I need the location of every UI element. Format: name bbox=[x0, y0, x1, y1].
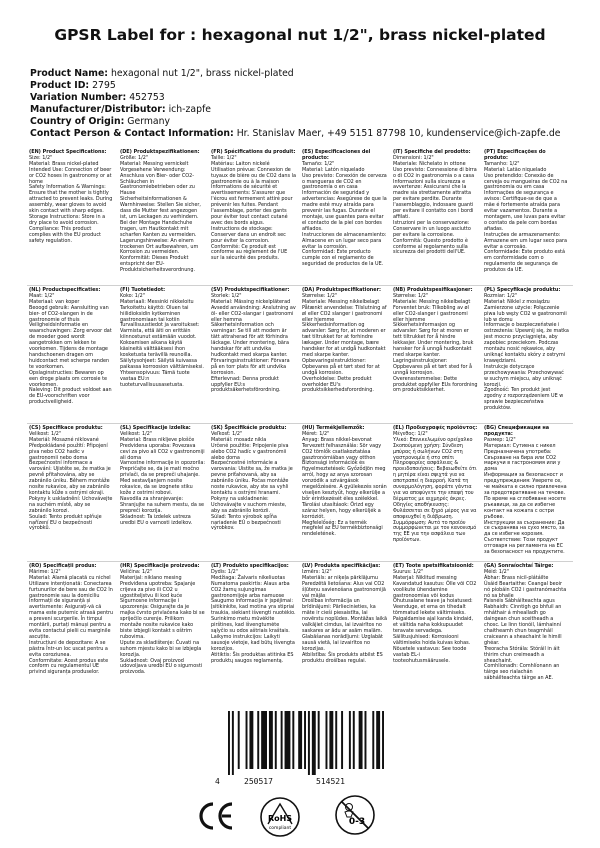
spec-line: Treoracha Stórála: Stóráil in áit thirim chun creimeadh a sheachaint. bbox=[484, 645, 560, 664]
spec-line: Předpokládané použití: Připojení piva nebo CO2 hadic v gastronomii nebo doma bbox=[29, 442, 108, 461]
spec-line: Materiál: Mosazné niklované bbox=[29, 436, 99, 443]
spec-line: Informações de segurança e avisos: Certifique-se de que a mãe é fortemente atraída para evitar vazamentos. Durante a montagem, use luvas para evitar o contato da pele com bordas afiadas. bbox=[484, 190, 566, 232]
spec-line: Tervezett felhasználás: Sör vagy CO2 tömlők csatlakoztatása gasztronómiában vagy otthon bbox=[302, 442, 382, 461]
spec-line: Nõuetele vastavus: See toode vastab EL-i tooteohutusmäärusele. bbox=[393, 645, 467, 664]
barcode-bar bbox=[228, 711, 230, 775]
barcode-bar bbox=[298, 711, 302, 769]
spec-line: Atitiktis: Šis produktas atitinka ES produktų saugos reglamentą. bbox=[211, 651, 294, 664]
spec-line: Skladnost: Ta izdelek ustreza uredbi EU o varnosti izdelkov. bbox=[120, 513, 193, 526]
spec-section bbox=[27, 424, 118, 561]
info-value: hexagonal nut 1/2", brass nickel-plated bbox=[111, 68, 294, 79]
rohs-text: RoHS bbox=[267, 814, 293, 823]
info-label: Contact Person & Contact Information: bbox=[30, 128, 234, 140]
spec-line: Uso previsto: Conexión de cerveza o mangueras de CO2 en gastronomía o en casa bbox=[302, 172, 387, 191]
spec-line: Materiaal: van koper bbox=[29, 298, 80, 305]
spec-line: Konformität: Dieses Produkt entspricht der EU-Produktsicherheitsverordnung. bbox=[120, 255, 196, 274]
spec-line: Material: Brass nickel-plated bbox=[29, 160, 99, 167]
info-label: Variation Number: bbox=[30, 92, 127, 104]
spec-line: Kavandatud kasutus: Õlle või CO2 voolikute ühendamine gastronoomias või kodus bbox=[393, 580, 477, 599]
barcode-bar bbox=[365, 711, 367, 769]
spec-line: Faisnéis Sábháilteachta agus Rabhaidh: Cinntigh go bhfuil an mháthair á mhealladh go daingean chun sceitheadh a chosc. Le linn tionóil, lámhainní chaitheamh chun teagmháil craiceann a sheachaint le himill ghéar. bbox=[484, 598, 562, 646]
spec-line: Rozmiar: 1/2" bbox=[484, 292, 518, 299]
barcode-bar bbox=[372, 711, 374, 769]
spec-section bbox=[300, 562, 391, 699]
spec-line: Naleving: Dit product voldoet aan de EU-voorschriften voor productveiligheid. bbox=[29, 387, 112, 406]
spec-line: Informații de siguranță și avertismente: Asigurați-vă că mama este puternic atrasă pentru a preveni scurgerile. În timpul montării, purtați mănuși pentru a evita contactul pielii cu marginile ascuțite. bbox=[29, 598, 114, 640]
info-manufacturer bbox=[30, 104, 580, 116]
spec-line: Tamanho: 1/2" bbox=[484, 160, 520, 167]
spec-section bbox=[482, 424, 573, 561]
spec-line: Sikkerhedsinformation og advarsler: Sørg for, at moderen er tæt tiltrukket for at forhindre lækager. Under montage, bære handsker for at undgå hudkontakt med skarpe kanter. bbox=[302, 322, 386, 358]
spec-line: Instrucciones de almacenamiento: Almacene en un lugar seco para evitar la corrosión. bbox=[302, 231, 387, 250]
product-info bbox=[30, 68, 580, 141]
spec-line: Veľkosť: 1/2" bbox=[211, 430, 243, 437]
spec-line: Material: Messing vernickelt bbox=[120, 160, 189, 167]
spec-line: Informations de sécurité et avertissements: S'assurer que l'écrou est fermement attiré pour prévenir les fuites. Pendant l'assemblage, porter des gants pour éviter tout contact cutané avec des bords aigus. bbox=[211, 184, 293, 226]
spec-line: Bezpečnostné informácie a varovania: Uistite sa, že matka je pevne priťahovaná, aby sa zabránilo úniku. Počas montáže noste rukavice, aby ste sa vyhli kontaktu s ostrými hranami. bbox=[211, 460, 293, 496]
barcode-bar bbox=[376, 711, 380, 769]
spec-line: Información de seguridad y advertencias: Asegúrese de que la madre esté muy atraída para prevenir las fugas. Durante el montaje, use guantes para evitar el contacto de la piel con bordes afilados. bbox=[302, 190, 387, 232]
spec-heading: (CS) Specifikace produktu: bbox=[29, 425, 103, 431]
spec-line: Material: Latón niquelado bbox=[302, 166, 365, 173]
spec-line: Tárolási utasítások: Őrizd egy száraz helyen, hogy elkerüljék a korróziót. bbox=[302, 501, 381, 520]
spec-line: Comhlíonadh: Comhlíonann an táirge seo rialachán sábháilteachta táirge an AE. bbox=[484, 663, 560, 682]
barcode-bar bbox=[312, 711, 316, 775]
spec-line: Glabāšanas norādījumi: Uzglabāt sausā vietā, lai izvairītos no korozijas. bbox=[302, 633, 383, 652]
spec-row bbox=[27, 423, 573, 561]
spec-line: Určené použitie: Pripojenie piva alebo CO2 hadíc v gastronómii alebo doma bbox=[211, 442, 289, 461]
spec-line: Taille: 1/2" bbox=[211, 154, 237, 161]
spec-line: Sukladnost: Ovaj proizvod udovoljava uredbi EU o sigurnosti proizvoda. bbox=[120, 657, 203, 676]
spec-heading: (PL) Specyfikacje produktu: bbox=[484, 287, 561, 293]
barcode-bar bbox=[281, 711, 283, 769]
spec-section bbox=[300, 148, 391, 285]
spec-section bbox=[209, 424, 300, 561]
spec-line: Numatoma paskirtis: Alaus arba CO2 žarnų sujungimas gastronomijoje arba namuose bbox=[211, 580, 290, 599]
spec-line: Materiale: Messing nikkelbelagt bbox=[393, 298, 471, 305]
info-value: ich-zapfe bbox=[168, 104, 211, 116]
spec-heading: (SV) Produktspecifikationer: bbox=[211, 287, 290, 293]
barcode-bar bbox=[249, 711, 253, 769]
spec-line: Σκοπούμενη χρήση: Σύνδεση μπύρας ή σωλήνων CO2 στη γαστρονομία ή στο σπίτι bbox=[393, 442, 463, 461]
spec-line: Uso pretendido: Conexão de cerveja ou mangueiras de CO2 na gastronomia ou em casa bbox=[484, 172, 568, 191]
spec-line: Intended Use: Connection of beer or CO2 hoses in gastronomy or at home bbox=[29, 166, 112, 185]
spec-line: Размер: 1/2" bbox=[484, 436, 516, 443]
barcode-bar bbox=[382, 711, 384, 769]
spec-line: Zgodność: Ten produkt jest zgodny z rozporządzeniem UE w sprawie bezpieczeństwa produktów. bbox=[484, 387, 564, 412]
spec-heading: (SL) Specifikacije izdelka: bbox=[120, 425, 191, 431]
info-contact bbox=[30, 128, 580, 140]
spec-line: Uso previsto: Connessione di birra o di CO2 in gastronomia o a casa bbox=[393, 166, 477, 179]
spec-line: Varnostne informacije in opozorila: Prepričajte se, da je mati močno privlači, da se prepreči uhajanje. Med sestavljanjem nosite rokavice, da se izognete stiku kože z ostrimi robovi. bbox=[120, 460, 205, 496]
spec-grid bbox=[27, 148, 573, 699]
spec-heading: (LV) Produkta specifikācijas: bbox=[302, 563, 381, 569]
spec-line: Avsedd användning: Anslutning av öl- eller CO2-slangar i gastronomi eller hemma bbox=[211, 304, 296, 323]
spec-heading: (LT) Produkto specifikacijos: bbox=[211, 563, 289, 569]
barcode-bar bbox=[349, 711, 351, 769]
spec-line: Dimensioni: 1/2" bbox=[393, 154, 434, 161]
spec-line: Material: Latão niquelado bbox=[484, 166, 547, 173]
ce-mark-icon bbox=[196, 800, 236, 836]
spec-line: Pokyny k uskladnění: Uchovávejte na suchém místě, aby se zabránilo korozi. bbox=[29, 495, 113, 514]
spec-line: Zamierzone użycie: Połączenie piwa lub węży CO2 w gastronomii lub w domu bbox=[484, 304, 567, 323]
spec-line: Materijal: niklano mesing bbox=[120, 574, 182, 581]
spec-line: Dydis: 1/2" bbox=[211, 568, 238, 575]
spec-heading: (NB) Produktspesifikasjoner: bbox=[393, 287, 473, 293]
spec-line: Sigurnosne informacije i upozorenja: Osigurajte da je majka čvrsto privlačena kako bi se spriječilo curenje. Prilikom montaže nosite rukavice kako biste izbjegli kontakt s oštrim rubovima. bbox=[120, 598, 205, 640]
spec-line: Conformidade: Este produto está em conformidade com o regulamento de segurança de produtos da UE. bbox=[484, 249, 565, 274]
spec-heading: (FR) Spécifications du produit: bbox=[211, 149, 296, 155]
spec-line: Navodila za shranjevanje: Shranjujte na suhem mestu, da se prepreči korozija. bbox=[120, 495, 204, 514]
spec-line: Информация за безопасност и предупреждения: Уверете се, че майката е силно привлечена за предотвратяване на течове. По време на сглобяване носете ръкавици, за да се избегне контакт на кожата с остри ръбове. bbox=[484, 472, 567, 520]
spec-line: Velikost: 1/2" bbox=[120, 430, 153, 437]
spec-heading: (EL) Προδιαγραφές προϊόντος: bbox=[393, 425, 478, 431]
spec-heading: (RO) Specificații produs: bbox=[29, 563, 97, 569]
spec-section bbox=[27, 286, 118, 423]
spec-line: Instructions de stockage: Conserver dans un endroit sec pour éviter la corrosion. bbox=[211, 225, 286, 244]
spec-line: Οδηγίες αποθήκευσης: Φυλάσσεται σε ξηρό μέρος για να αποφευχθεί η διάβρωση. bbox=[393, 501, 477, 520]
spec-line: Pokyny na uskladnenie: Uchovávajte v suchom mieste, aby sa zabránilo korózii. bbox=[211, 495, 287, 514]
spec-line: Lagringsinstruksjoner: Oppbevares på et tørt sted for å unngå korrosjon. bbox=[393, 357, 473, 376]
spec-line: Materiál: mosadz nikla bbox=[211, 436, 267, 443]
barcode-bar bbox=[246, 711, 248, 769]
spec-section bbox=[482, 562, 573, 699]
info-label: Product ID: bbox=[30, 80, 90, 92]
spec-line: Informacje o bezpieczeństwie i ostrzeżenia: Upewnij się, że matka jest mocno przyciągnięta, aby zapobiec przeciekom. Podczas montażu nosić rękawice, aby uniknąć kontaktu skóry z ostrymi krawędziami. bbox=[484, 322, 569, 364]
spec-line: Material: Mässing nickelpläterad bbox=[211, 298, 291, 305]
spec-line: Laikymo instrukcijos: Laikyti sausoje vietoje, kad būtų išvengta korozijos. bbox=[211, 633, 295, 652]
spec-row bbox=[27, 561, 573, 699]
spec-line: Medžiaga: Žalvaris nikeliuotas bbox=[211, 574, 286, 581]
spec-section bbox=[118, 562, 209, 699]
spec-section bbox=[209, 148, 300, 285]
spec-line: Overensstemmelse: Dette produktet oppfyller EUs forordning om produktsikkerhet. bbox=[393, 375, 478, 394]
spec-line: Materiaali: Messinki nikkeloitu bbox=[120, 298, 194, 305]
age-text: 0-3 bbox=[348, 817, 366, 827]
barcode-bars bbox=[224, 711, 384, 775]
spec-line: Størrelse: 1/2" bbox=[302, 292, 338, 299]
info-label: Manufacturer/Distributor: bbox=[30, 104, 166, 116]
spec-line: Velikost: 1/2" bbox=[29, 430, 62, 437]
spec-line: Istruzioni per la conservazione: Conservare in un luogo asciutto per evitare la corrosione. bbox=[393, 219, 471, 238]
spec-section bbox=[118, 424, 209, 561]
spec-line: Conformidad: Este producto cumple con el reglamento de seguridad de productos de la UE. bbox=[302, 249, 384, 268]
barcode-bar bbox=[269, 711, 273, 769]
info-label: Product Name: bbox=[30, 68, 109, 79]
spec-line: Инструкции за съхранение: Да се съхранява на сухо място, за да се избегне корозия. bbox=[484, 519, 565, 538]
spec-heading: (EN) Product Specifications: bbox=[29, 149, 107, 155]
spec-section bbox=[209, 562, 300, 699]
spec-line: Materjal: Niklitud messing bbox=[393, 574, 457, 581]
spec-line: Súlad: Tento výrobok spĺňa nariadenie EÚ o bezpečnosti výrobkov. bbox=[211, 513, 281, 532]
barcode-bar bbox=[359, 711, 363, 769]
spec-line: Veličina: 1/2" bbox=[120, 568, 153, 575]
spec-line: Drošības informācija un brīdinājumi: Pārliecinieties, ka māte ir cieši piesaistīta, lai novērstu noplūdes. Montāžas laikā valkājiet cimdus, lai izvairītos no saskares ar ādu ar asām malām. bbox=[302, 598, 387, 634]
barcode-bar bbox=[353, 711, 355, 769]
spec-line: Tarkoitettu käyttö: Oluen tai hiilidioksidin kytkeminen gastronomiaan tai kotiin bbox=[120, 304, 189, 323]
spec-line: Safety Information & Warnings: Ensure that the mother is tightly attracted to prevent leaks. During assembly, wear gloves to avoid skin contact with sharp edges. bbox=[29, 184, 113, 215]
spec-line: Sikkerhetsinformasjon og advarsler: Sørg for at moren er tett tiltrukket for å hindre lekkasjer. Under montering, bruk hansker for å unngå hudkontakt med skarpe kanter. bbox=[393, 322, 474, 358]
spec-line: Materiał: Niklel z mosiądzu bbox=[484, 298, 550, 305]
barcode-bar bbox=[304, 711, 306, 769]
spec-line: Storlek: 1/2" bbox=[211, 292, 242, 299]
spec-line: Size: 1/2" bbox=[29, 154, 53, 161]
spec-line: Conformità: Questo prodotto è conforme al regolamento sulla sicurezza dei prodotti dell'UE. bbox=[393, 237, 468, 256]
spec-line: Méid: 1/2" bbox=[484, 568, 510, 575]
spec-row bbox=[27, 148, 573, 285]
spec-line: Opbevaringsinstruktioner: Opbevares på et tørt sted for at undgå korrosion. bbox=[302, 357, 380, 376]
spec-line: Megfelelőség: Ez a termék megfelel az EU termékbiztonsági rendeletének. bbox=[302, 519, 383, 538]
spec-line: Izmērs: 1/2" bbox=[302, 568, 332, 575]
spec-line: Storage Instructions: Store in a dry place to avoid corrosion. bbox=[29, 213, 106, 226]
spec-heading: (DA) Produktspecifikationer: bbox=[302, 287, 381, 293]
spec-heading: (ET) Toote spetsifikatsioonid: bbox=[393, 563, 474, 569]
spec-section bbox=[482, 148, 573, 285]
barcode-bar bbox=[308, 711, 310, 775]
spec-section bbox=[300, 286, 391, 423]
info-value: Hr. Stanislav Maer, +49 5151 87798 10, kundenservice@ich-zapfe.de bbox=[236, 128, 561, 140]
spec-line: Material: Alamă placată cu nichel bbox=[29, 574, 111, 581]
spec-line: Lagerungshinweise: An einem trockenen Ort aufbewahren, um Korrosion zu vermeiden. bbox=[120, 237, 199, 256]
spec-section bbox=[118, 148, 209, 285]
spec-line: Sicherheitsinformationen & Warnhinweise: Stellen Sie sicher, dass die Mutter fest angezogen ist, um Leckagen zu verhindern. Bei der Montage Handschuhe tragen, um Hautkontakt mit scharfen Kanten zu vermeiden. bbox=[120, 196, 201, 238]
ean-barcode bbox=[224, 711, 384, 775]
spec-heading: (GA) Sonraíochtaí Táirge: bbox=[484, 563, 554, 569]
spec-line: Säilytysohjeet: Säilytä kuivassa paikassa korroosion välttämiseksi. bbox=[120, 357, 204, 370]
spec-line: Säkerhetsinformation och varningar: Se till att modern är tätt attraherad för att förhindra läckage. Under montering, bära handskar för att undvika hudkontakt med skarpa kanter. bbox=[211, 322, 289, 358]
spec-line: Koko: 1/2" bbox=[120, 292, 145, 299]
spec-heading: (ES) Especificaciones del producto: bbox=[302, 149, 371, 161]
info-product-name bbox=[30, 68, 580, 80]
barcode-bar bbox=[257, 711, 259, 769]
spec-row bbox=[27, 285, 573, 423]
spec-line: Instrucțiuni de depozitare: A se păstra într-un loc uscat pentru a evita coroziunea. bbox=[29, 639, 108, 658]
spec-line: Veiligheidsinformatie en waarschuwingen: Zorg ervoor dat de moeder goed wordt aangetrokken om lekken te voorkomen. Tijdens de montage handschoenen dragen om huidcontact met scherpe randen te voorkomen. bbox=[29, 322, 112, 370]
barcode-bar bbox=[341, 711, 343, 769]
spec-line: Upute za skladištenje: Čuvati na suhom mjestu kako bi se izbjegla korozija. bbox=[120, 639, 202, 658]
spec-line: Turvallisuustiedot ja varoitukset: Varmista, että äiti on erittäin kiinnostunut estämään vuodot. Kokoamisen aikana käytä käsineitä välttääksesi ihon kosketusta terävillä reunoilla. bbox=[120, 322, 200, 358]
spec-line: Tamaño: 1/2" bbox=[302, 160, 335, 167]
spec-heading: (HU) Termékjellemzők: bbox=[302, 425, 365, 431]
spec-line: Predvidena uporaba: Povezava cevi za pivo ali CO2 v gastronomiji ali doma bbox=[120, 442, 205, 461]
spec-line: Bezpečnostní informace a varování: Ujistěte se, že matka je pevně přitahována, aby se zabránilo úniku. Během montáže nosíte rukavice, aby se zabránilo kontaktu kůže s ostrými okraji. bbox=[29, 460, 111, 496]
spec-line: Utilisation prévue: Connexion de tuyaux de bière ou de CO2 dans la gastronomie ou à la maison bbox=[211, 166, 296, 185]
barcode-bar bbox=[292, 711, 294, 769]
barcode-bar bbox=[285, 711, 291, 769]
spec-line: Yhteensopivuus: Tämä tuote vastaa EU:n tuoteturvallisuusasetusta. bbox=[120, 369, 190, 388]
barcode-bar bbox=[261, 711, 267, 769]
spec-heading: (PT) Especificações do produto: bbox=[484, 149, 546, 161]
spec-line: Materiāls: ar niķeļa pārklājumu bbox=[302, 574, 379, 581]
info-product-id bbox=[30, 80, 580, 92]
barcode-digits-right: 514521 bbox=[316, 777, 345, 786]
spec-line: Materiale: Nichelato in ottone bbox=[393, 160, 466, 167]
barcode-digits-left: 250517 bbox=[244, 777, 273, 786]
spec-heading: (SK) Špecifikácie produktu: bbox=[211, 425, 287, 431]
age-warning-icon bbox=[333, 793, 377, 841]
spec-line: Μέγεθος: 1/2" bbox=[393, 430, 428, 437]
barcode-bar bbox=[232, 711, 234, 775]
spec-line: Conformité: Ce produit est conforme au règlement de l'UE sur la sécurité des produits. bbox=[211, 243, 288, 262]
info-value: 452753 bbox=[129, 92, 165, 104]
barcode-digit-lead: 4 bbox=[215, 777, 220, 786]
spec-section bbox=[391, 148, 482, 285]
barcode-bar bbox=[335, 711, 337, 769]
spec-heading: (IT) Specifiche del prodotto: bbox=[393, 149, 471, 155]
spec-line: Maat: 1/2" bbox=[29, 292, 55, 299]
spec-line: Instrukcje dotyczące przechowywania: Przechowywać w suchym miejscu, aby uniknąć korozji. bbox=[484, 363, 564, 388]
spec-line: Opslaginstructies: Bewaren op een droge plaats om corrosie te voorkomen. bbox=[29, 369, 108, 388]
spec-line: Ohutusalane teave ja hoiatused: Veenduge, et ema on tihedalt tõmmatud lekete vältimiseks. Paigaldamise ajal kanda kindaid, et vältida naha kokkupuudet teravate servadega. bbox=[393, 598, 474, 634]
spec-line: Matériau: Laiton nickelé bbox=[211, 160, 270, 167]
spec-line: Efterlevnad: Denna produkt uppfyller EU:s produktsäkerhetsförordning. bbox=[211, 375, 281, 394]
spec-section bbox=[391, 424, 482, 561]
barcode-bar bbox=[329, 711, 333, 769]
spec-section bbox=[300, 424, 391, 561]
spec-line: Overholdelse: Dette produkt overholder EU's produktsikkerhedsforordning. bbox=[302, 375, 374, 394]
spec-line: Mărime: 1/2" bbox=[29, 568, 61, 575]
spec-line: Съответствие: Този продукт отговаря на регламента на ЕС за безопасност на продуктите. bbox=[484, 537, 565, 556]
barcode-bar bbox=[326, 711, 328, 769]
spec-line: Conformitate: Acest produs este conform cu regulamentul UE privind siguranța produselor. bbox=[29, 657, 109, 676]
spec-line: Beoogd gebruik: Aansluiting van bier- of CO2-slangen in de gastronomie of thuis bbox=[29, 304, 109, 323]
info-country-of-origin bbox=[30, 116, 580, 128]
spec-line: Συμμόρφωση: Αυτό το προϊόν συμμορφώνεται με τον κανονισμό της ΕΕ για την ασφάλεια των προϊόντων. bbox=[393, 519, 477, 544]
info-variation-number bbox=[30, 92, 580, 104]
spec-line: Materiale: Messing nikkelbelagt bbox=[302, 298, 380, 305]
spec-line: Compliance: This product complies with the EU product safety regulation. bbox=[29, 225, 101, 244]
spec-section bbox=[27, 148, 118, 285]
spec-section bbox=[482, 286, 573, 423]
spec-line: Vorgesehene Verwendung: Anschluss von Bier- oder CO2-Schläuchen in Gastronomiebetrieben oder zu Hause bbox=[120, 166, 195, 197]
spec-line: Säilitusjuhised: Korrosiooni vältimiseks hoida kuivas kohas. bbox=[393, 633, 471, 646]
spec-line: Υλικό: Επινικελωμένο ορείχαλκο bbox=[393, 436, 473, 443]
barcode-bar bbox=[318, 711, 320, 769]
spec-line: Ábhar: Brass nicil-plátáilte bbox=[484, 574, 549, 581]
spec-line: Biztonsági információk és figyelmeztetések: Győződjön meg arról, hogy az anya szorosan vonzódik a szivárgások megelőzésére. A gyülekezés során viseljen kesztyűt, hogy elkerülje a bőr érintkezését éles szélekkel. bbox=[302, 460, 387, 502]
spec-line: Πληροφορίες ασφάλειας & προειδοποιήσεις: Βεβαιωθείτε ότι η μητέρα είναι σφιχτά για να αποτραπεί η διαρροή. Κατά τη συναρμολόγηση, φοράτε γάντια για να αποφύγετε την επαφή του δέρματος με αιχμηρές άκρες. bbox=[393, 460, 477, 502]
spec-line: Saugumo informacija ir įspėjimai: Įsitikinkite, kad motina yra stipriai traukia, siekiant išvengti nuotėkio. Surinkimo metu mūvėkite pirštines, kad išvengtumėte sąlyčio su odos aštriais kraštais. bbox=[211, 598, 296, 634]
spec-line: Størrelse: 1/2" bbox=[393, 292, 429, 299]
spec-line: Méret: 1/2" bbox=[302, 430, 330, 437]
spec-section bbox=[118, 286, 209, 423]
spec-heading: (NL) Productspecificaties: bbox=[29, 287, 101, 293]
spec-line: Instruções de armazenamento: Armazene em um lugar seco para evitar a corrosão. bbox=[484, 231, 568, 250]
spec-line: Informazioni sulla sicurezza e avvertenze: Assicurarsi che la madre sia strettamente attratta per evitare perdite. Durante l'assemblaggio, indossare guanti per evitare il contatto con i bordi affilati. bbox=[393, 178, 474, 220]
spec-line: Paredzētā lietošana: Alus vai CO2 šļūteņu savienošana gastronomijā vai mājās bbox=[302, 580, 386, 599]
spec-line: Forventet bruk: Tilkobling av øl eller CO2-slanger i gastronomi eller hjemme bbox=[393, 304, 469, 323]
spec-heading: (HR) Specifikacije proizvoda: bbox=[120, 563, 200, 569]
page-title: GPSR Label for : hexagonal nut 1/2", brass nickel-plated bbox=[54, 26, 546, 44]
spec-line: Suurus: 1/2" bbox=[393, 568, 424, 575]
rohs-subtext: compliant bbox=[268, 826, 292, 831]
spec-section bbox=[209, 286, 300, 423]
spec-line: Größe: 1/2" bbox=[120, 154, 149, 161]
spec-line: Úsáid Beartaithe: Ceangal beoir nó píobáin CO2 i gastranómachta nó sa bhaile bbox=[484, 580, 567, 599]
info-value: 2795 bbox=[92, 80, 116, 92]
spec-line: Предназначена употреба: Свързване на бира или CO2 маркучи в гастрономия или у дома bbox=[484, 448, 561, 473]
info-value: Germany bbox=[127, 116, 170, 128]
spec-line: Atbilstība: Šis produkts atbilst ES produktu drošības regulai. bbox=[302, 651, 383, 664]
spec-line: Utilizare intenționată: Conectarea furtunurilor de bere sau de CO2 în gastronomie sau la domiciliu bbox=[29, 580, 113, 599]
spec-line: Anyag: Brass nikkel-bevonat bbox=[302, 436, 372, 443]
spec-line: Soulad: Tento produkt splňuje nařízení EU o bezpečnosti výrobků. bbox=[29, 513, 102, 532]
spec-section bbox=[391, 286, 482, 423]
spec-section bbox=[27, 562, 118, 699]
spec-line: Material: Brass nikljeve plošče bbox=[120, 436, 195, 443]
spec-line: Predviđena upotreba: Spajanje crijeva za pivo ili CO2 u ugostiteljstvu ili kod kuće bbox=[120, 580, 196, 599]
spec-line: Påtænkt anvendelse: Tilslutning af øl eller CO2 slanger i gastronomi eller hjemme bbox=[302, 304, 387, 323]
spec-line: Материал: Сутиена с никел bbox=[484, 442, 556, 449]
spec-section bbox=[391, 562, 482, 699]
barcode-bar bbox=[275, 711, 277, 769]
spec-line: Förvaringsinstruktioner: Förvara på en torr plats för att undvika korrosion. bbox=[211, 357, 290, 376]
spec-heading: (BG) Спецификации на продукта: bbox=[484, 425, 550, 437]
info-label: Country of Origin: bbox=[30, 116, 125, 128]
barcode-bar bbox=[238, 711, 240, 769]
spec-heading: (FI) Tuotetiedot: bbox=[120, 287, 166, 293]
spec-heading: (DE) Produktspezifikationen: bbox=[120, 149, 200, 155]
rohs-icon bbox=[259, 796, 301, 842]
